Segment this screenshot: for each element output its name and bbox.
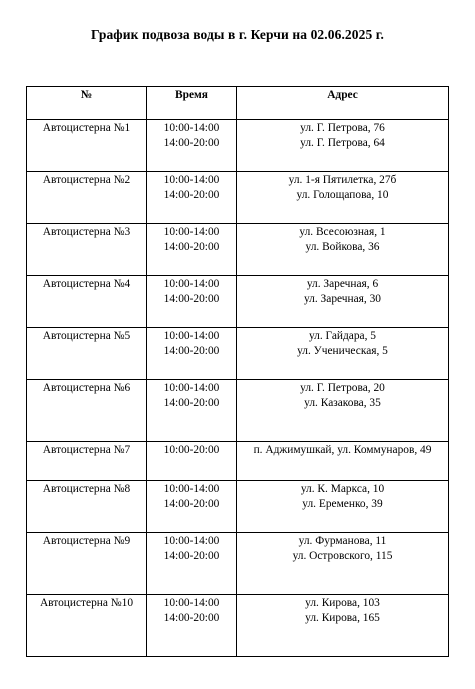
table-row <box>27 595 449 657</box>
address-line: ул. Кирова, 165 <box>305 612 380 624</box>
vehicle-cell: Автоцистерна №7 <box>27 442 147 481</box>
address-cell <box>237 224 449 276</box>
header-time: Время <box>147 87 237 120</box>
address-line: ул. Войкова, 36 <box>305 241 380 253</box>
vehicle-cell: Автоцистерна №3 <box>27 224 147 276</box>
vehicle-cell: Автоцистерна №2 <box>27 172 147 224</box>
time-slot: 10:00-14:00 <box>163 330 220 342</box>
time-slot: 14:00-20:00 <box>163 397 220 409</box>
time-slot: 10:00-14:00 <box>163 174 220 186</box>
address-cell <box>237 172 449 224</box>
time-slot: 10:00-14:00 <box>163 535 220 547</box>
address-line: ул. 1-я Пятилетка, 27б <box>288 174 397 186</box>
address-line: ул. Гайдара, 5 <box>308 330 377 342</box>
time-slot: 14:00-20:00 <box>163 550 220 562</box>
address-line: ул. Заречная, 6 <box>306 278 379 290</box>
table-row <box>27 533 449 595</box>
time-slot: 14:00-20:00 <box>163 293 220 305</box>
address-cell <box>237 380 449 442</box>
vehicle-cell: Автоцистерна №4 <box>27 276 147 328</box>
time-slot: 14:00-20:00 <box>163 189 220 201</box>
address-cell <box>237 533 449 595</box>
table-row <box>27 172 449 224</box>
vehicle-cell: Автоцистерна №9 <box>27 533 147 595</box>
time-cell <box>147 120 237 172</box>
address-cell <box>237 328 449 380</box>
time-cell <box>147 481 237 533</box>
time-slot: 10:00-14:00 <box>163 597 220 609</box>
time-slot: 10:00-20:00 <box>163 444 220 456</box>
time-slot: 10:00-14:00 <box>163 483 220 495</box>
time-cell <box>147 533 237 595</box>
address-line: ул. Островского, 115 <box>292 550 393 562</box>
header-number: № <box>27 87 147 120</box>
time-slot: 14:00-20:00 <box>163 498 220 510</box>
vehicle-cell: Автоцистерна №6 <box>27 380 147 442</box>
time-cell <box>147 276 237 328</box>
table-row <box>27 120 449 172</box>
address-line: ул. Заречная, 30 <box>303 293 381 305</box>
time-slot: 10:00-14:00 <box>163 278 220 290</box>
address-line: ул. К. Маркса, 10 <box>300 483 385 495</box>
address-line: ул. Фурманова, 11 <box>298 535 387 547</box>
table-row <box>27 328 449 380</box>
vehicle-cell: Автоцистерна №10 <box>27 595 147 657</box>
time-cell <box>147 172 237 224</box>
table-row <box>27 380 449 442</box>
time-slot: 10:00-14:00 <box>163 122 220 134</box>
time-slot: 10:00-14:00 <box>163 226 220 238</box>
address-cell <box>237 481 449 533</box>
address-line: ул. Г. Петрова, 20 <box>300 382 385 394</box>
header-address: Адрес <box>237 87 449 120</box>
address-line: ул. Казакова, 35 <box>304 397 381 409</box>
time-cell <box>147 595 237 657</box>
table-row <box>27 481 449 533</box>
address-line: ул. Кирова, 103 <box>305 597 380 609</box>
address-cell <box>237 120 449 172</box>
time-cell <box>147 380 237 442</box>
time-slot: 14:00-20:00 <box>163 345 220 357</box>
address-cell <box>237 595 449 657</box>
time-cell <box>147 328 237 380</box>
time-slot: 14:00-20:00 <box>163 612 220 624</box>
vehicle-cell: Автоцистерна №1 <box>27 120 147 172</box>
time-slot: 14:00-20:00 <box>163 241 220 253</box>
time-cell <box>147 442 237 481</box>
address-cell <box>237 276 449 328</box>
table-row <box>27 442 449 481</box>
table-row <box>27 276 449 328</box>
address-line: ул. Г. Петрова, 76 <box>300 122 385 134</box>
vehicle-cell: Автоцистерна №5 <box>27 328 147 380</box>
document-title: График подвоза воды в г. Керчи на 02.06.2025 г. <box>91 27 384 42</box>
address-line: ул. Ученическая, 5 <box>297 345 388 357</box>
address-line: ул. Еременко, 39 <box>302 498 383 510</box>
time-slot: 10:00-14:00 <box>163 382 220 394</box>
address-line: п. Аджимушкай, ул. Коммунаров, 49 <box>253 444 432 456</box>
address-line: ул. Голощапова, 10 <box>296 189 389 201</box>
time-cell <box>147 224 237 276</box>
time-slot: 14:00-20:00 <box>163 137 220 149</box>
water-schedule-table <box>26 86 449 657</box>
table-row <box>27 224 449 276</box>
table-header-row <box>27 87 449 120</box>
vehicle-cell: Автоцистерна №8 <box>27 481 147 533</box>
address-line: ул. Всесоюзная, 1 <box>299 226 386 238</box>
address-cell <box>237 442 449 481</box>
address-line: ул. Г. Петрова, 64 <box>300 137 385 149</box>
